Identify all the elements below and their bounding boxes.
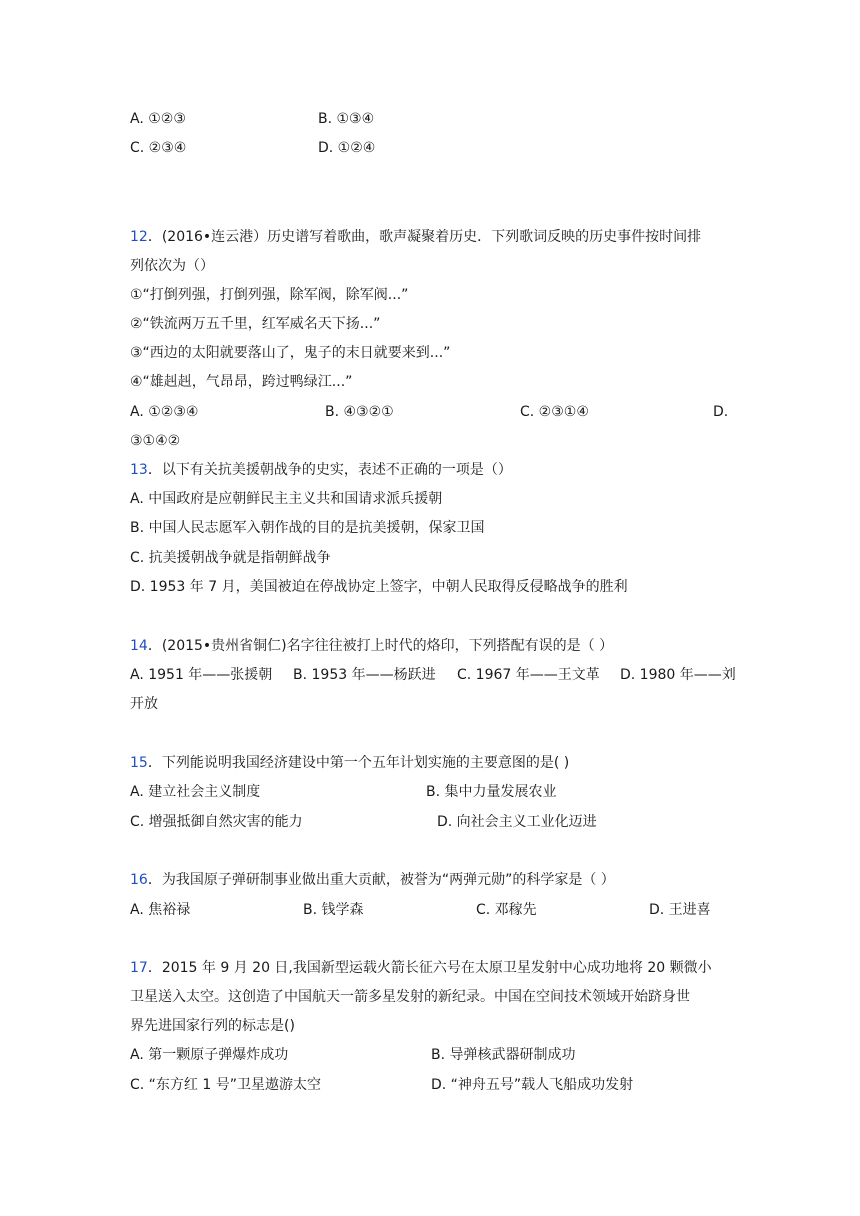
q16-stem bbox=[130, 870, 615, 890]
q12-stem-line1 bbox=[130, 227, 701, 247]
q15-option-d: D. 向社会主义工业化迈进 bbox=[437, 814, 597, 830]
q15-option-b: B. 集中力量发展农业 bbox=[426, 784, 557, 800]
q16-option-a: A. 焦裕禄 bbox=[130, 902, 191, 918]
q15-option-c: C. 增强抵御自然灾害的能力 bbox=[130, 814, 303, 830]
q12-item-3: ③“西边的太阳就要落山了，鬼子的末日就要来到...” bbox=[130, 345, 451, 361]
q11-option-a: A. ①②③ bbox=[130, 111, 186, 127]
q13-stem bbox=[130, 460, 512, 480]
q16-option-d: D. 王进喜 bbox=[649, 902, 711, 918]
q14-option-b: B. 1953 年——杨跃进 bbox=[293, 667, 436, 683]
q14-text: ．(2015•贵州省铜仁)名字往往被打上时代的烙印，下列搭配有误的是（ ） bbox=[147, 638, 614, 654]
q16-number: 16 bbox=[130, 872, 148, 888]
q17-stem-line2: 卫星送入太空。这创造了中国航天一箭多星发射的新纪录。中国在空间技术领域开始跻身世 bbox=[130, 989, 690, 1005]
q12-option-b: B. ④③②① bbox=[325, 404, 394, 420]
q12-option-a: A. ①②③④ bbox=[130, 404, 199, 420]
q14-option-c: C. 1967 年——王文革 bbox=[457, 667, 600, 683]
q11-option-c: C. ②③④ bbox=[130, 140, 187, 156]
q12-stem-line2: 列依次为（） bbox=[130, 258, 214, 274]
q12-option-d-continuation: ③①④② bbox=[130, 433, 181, 449]
q13-option-c: C. 抗美援朝战争就是指朝鲜战争 bbox=[130, 550, 331, 566]
q12-item-1: ①“打倒列强，打倒列强，除军阀，除军阀...” bbox=[130, 287, 409, 303]
q17-number: 17 bbox=[130, 960, 148, 976]
q14-number: 14 bbox=[130, 638, 148, 654]
q15-option-a: A. 建立社会主义制度 bbox=[130, 784, 261, 800]
q17-stem-line3: 界先进国家行列的标志是() bbox=[130, 1018, 295, 1034]
q15-number: 15 bbox=[130, 755, 148, 771]
q11-option-d: D. ①②④ bbox=[318, 140, 376, 156]
q12-text: ．(2016•连云港）历史谱写着歌曲，歌声凝聚着历史．下列歌词反映的历史事件按时间排 bbox=[147, 229, 702, 245]
q15-text: ．下列能说明我国经济建设中第一个五年计划实施的主要意图的是( ) bbox=[147, 755, 570, 771]
q17-option-d: D. “神舟五号”载人飞船成功发射 bbox=[431, 1077, 634, 1093]
q13-option-d: D. 1953 年 7 月，美国被迫在停战协定上签字，中朝人民取得反侵略战争的胜利 bbox=[130, 579, 628, 595]
q17-text: ．2015 年 9 月 20 日,我国新型运载火箭长征六号在太原卫星发射中心成功地将 20 颗微小 bbox=[147, 960, 712, 976]
q14-option-a: A. 1951 年——张援朝 bbox=[130, 667, 273, 683]
q16-text: ．为我国原子弹研制事业做出重大贡献，被誉为“两弹元勋”的科学家是（ ） bbox=[147, 872, 615, 888]
q13-option-a: A. 中国政府是应朝鲜民主主义共和国请求派兵援朝 bbox=[130, 491, 443, 507]
q12-number: 12 bbox=[130, 229, 148, 245]
q17-option-b: B. 导弹核武器研制成功 bbox=[431, 1047, 576, 1063]
q13-number: 13 bbox=[130, 462, 148, 478]
q17-option-c: C. “东方红 1 号”卫星遨游太空 bbox=[130, 1077, 321, 1093]
q11-option-b: B. ①③④ bbox=[318, 111, 375, 127]
q17-stem-line1 bbox=[130, 958, 712, 978]
q17-option-a: A. 第一颗原子弹爆炸成功 bbox=[130, 1047, 289, 1063]
q14-option-d-continuation: 开放 bbox=[130, 696, 158, 712]
q12-option-d: D. bbox=[713, 404, 729, 420]
q14-stem bbox=[130, 636, 613, 656]
q14-option-d: D. 1980 年——刘 bbox=[620, 667, 736, 683]
q16-option-c: C. 邓稼先 bbox=[476, 902, 537, 918]
q13-option-b: B. 中国人民志愿军入朝作战的目的是抗美援朝，保家卫国 bbox=[130, 520, 485, 536]
q13-text: ．以下有关抗美援朝战争的史实，表述不正确的一项是（） bbox=[147, 462, 512, 478]
q12-option-c: C. ②③①④ bbox=[520, 404, 589, 420]
q12-item-4: ④“雄赳赳，气昂昂，跨过鸭绿江...” bbox=[130, 374, 353, 390]
q12-item-2: ②“铁流两万五千里，红军威名天下扬...” bbox=[130, 316, 381, 332]
q16-option-b: B. 钱学森 bbox=[303, 902, 364, 918]
q15-stem bbox=[130, 753, 569, 773]
